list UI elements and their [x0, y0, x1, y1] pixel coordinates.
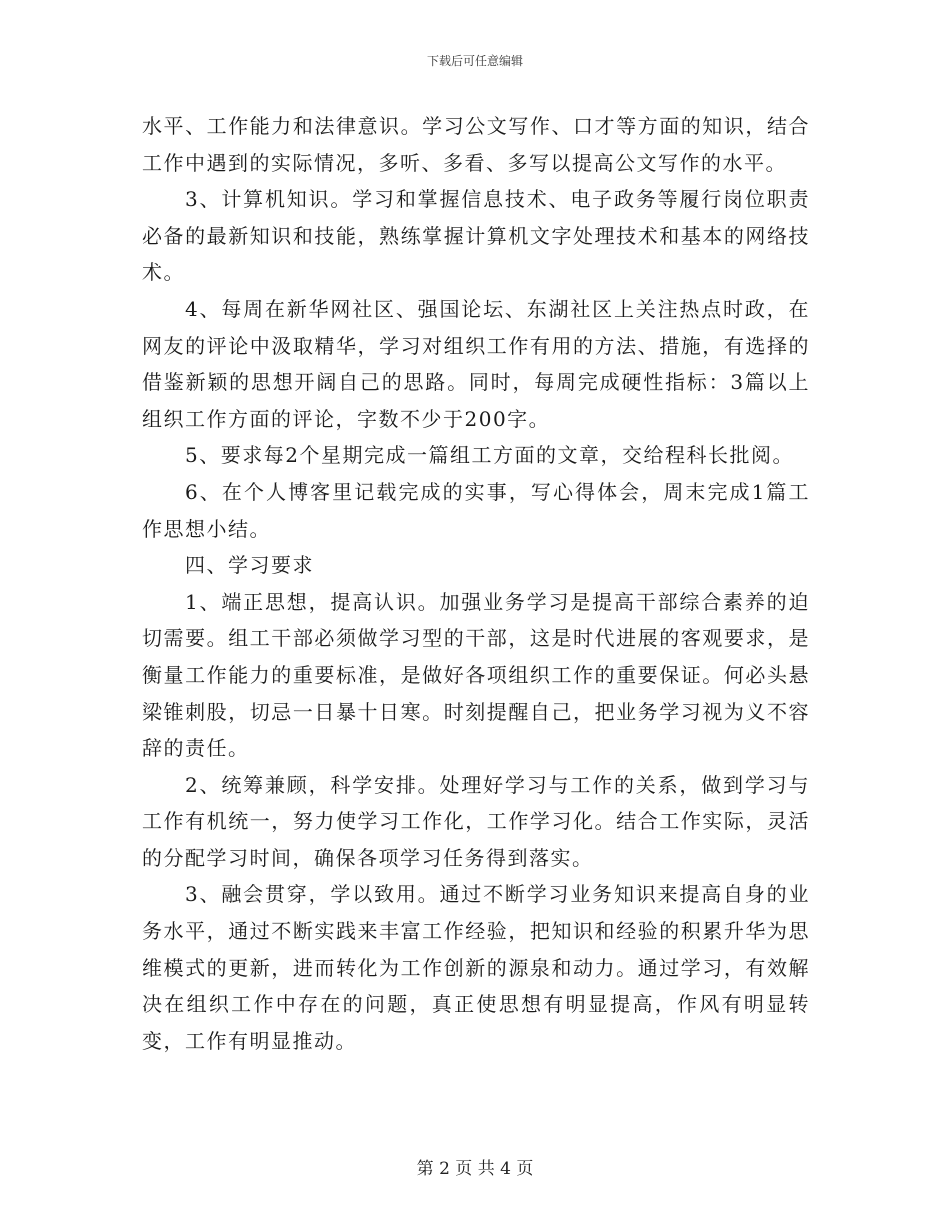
paragraph: 水平、工作能力和法律意识。学习公文写作、口才等方面的知识，结合工作中遇到的实际情况，多听、多看、多写以提高公文写作的水平。: [142, 114, 810, 175]
paragraph: 4、每周在新华网社区、强国论坛、东湖社区上关注热点时政，在网友的评论中汲取精华，学习对组织工作有用的方法、措施，有选择的借鉴新颖的思想开阔自己的思路。同时，每周完成硬性指标：3篇以上组织工作方面的评论，字数不少于200字。: [142, 296, 810, 431]
paragraph: 3、计算机知识。学习和掌握信息技术、电子政务等履行岗位职责必备的最新知识和技能，熟练掌握计算机文字处理技术和基本的网络技术。: [142, 187, 810, 285]
page-header: 下载后可任意编辑: [426, 54, 523, 68]
paragraph: 6、在个人博客里记载完成的实事，写心得体会，周末完成1篇工作思想小结。: [142, 479, 810, 541]
paragraph: 1、端正思想，提高认识。加强业务学习是提高干部综合素养的迫切需要。组工干部必须做学习型的干部，这是时代进展的客观要求，是衡量工作能力的重要标准，是做好各项组织工作的重要保证。何必头悬梁锥刺股，切忌一日暴十日寒。时刻提醒自己，把业务学习视为义不容辞的责任。: [142, 589, 810, 761]
paragraph: 5、要求每2个星期完成一篇组工方面的文章，交给程科长批阅。: [185, 443, 794, 468]
section-heading: 四、学习要求: [185, 553, 314, 578]
page-number: 第 2 页 共 4 页: [416, 1159, 534, 1179]
paragraph: 3、融会贯穿，学以致用。通过不断学习业务知识来提高自身的业务水平，通过不断实践来丰富工作经验，把知识和经验的积累升华为思维模式的更新，进而转化为工作创新的源泉和动力。通过学习，有效解决在组织工作中存在的问题，真正使思想有明显提高，作风有明显转变，工作有明显推动。: [142, 882, 810, 1053]
document-body: [142, 108, 810, 1059]
paragraph: 2、统筹兼顾，科学安排。处理好学习与工作的关系，做到学习与工作有机统一，努力使学习工作化，工作学习化。结合工作实际，灵活的分配学习时间，确保各项学习任务得到落实。: [142, 772, 810, 870]
